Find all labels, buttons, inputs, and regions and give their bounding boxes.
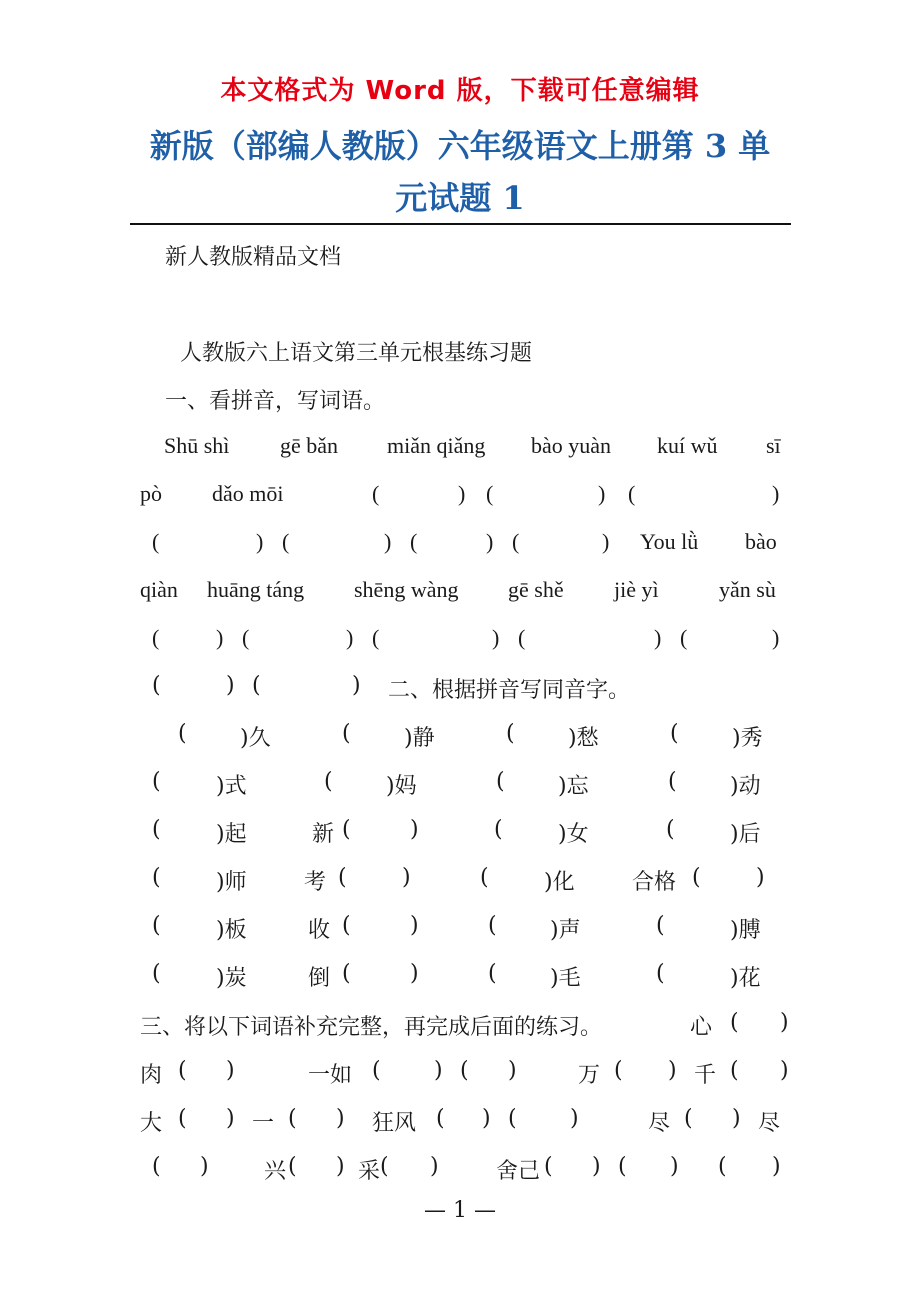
answer-bracket: )	[226, 1106, 235, 1131]
answer-bracket: (	[668, 769, 677, 794]
homophone-item: )师	[216, 870, 247, 895]
answer-bracket: (	[342, 721, 351, 746]
homophone-item: )久	[240, 726, 271, 751]
title-divider	[130, 223, 791, 225]
homophone-item: )膊	[730, 918, 761, 943]
idiom-row-3	[140, 1154, 800, 1194]
answer-bracket: (	[486, 481, 494, 506]
answer-bracket: )	[410, 913, 419, 938]
idiom-fragment: 舍己	[496, 1159, 541, 1184]
answer-bracket: (	[670, 721, 679, 746]
answer-bracket: (	[488, 913, 497, 938]
answer-bracket: (	[480, 865, 489, 890]
homophone-item: 收	[308, 918, 331, 943]
answer-bracket: )	[756, 865, 765, 890]
answer-bracket: (	[178, 1106, 187, 1131]
answer-bracket: )	[336, 1106, 345, 1131]
answer-bracket: (	[242, 625, 250, 650]
pinyin-row-2	[140, 481, 780, 521]
answer-bracket: (	[614, 1058, 623, 1083]
section-3-heading: 三、将以下词语补充完整，再完成后面的练习。	[140, 1015, 603, 1040]
idiom-fragment: 肉	[140, 1063, 163, 1088]
answer-bracket: )	[226, 673, 235, 698]
idiom-fragment: 兴	[264, 1159, 287, 1184]
answer-bracket: )	[592, 1154, 601, 1179]
answer-bracket: )	[458, 481, 466, 506]
section-2-heading: 二、根据拼音写同音字。	[388, 678, 631, 703]
homophone-item: )炭	[216, 966, 247, 991]
answer-bracket: (	[152, 961, 161, 986]
homophone-item: )板	[216, 918, 247, 943]
answer-bracket: (	[436, 1106, 445, 1131]
pinyin-word: Shū shì	[164, 433, 230, 458]
worksheet-subtitle-text: 人教版六上语文第三单元根基练习题	[180, 341, 533, 366]
answer-bracket: (	[730, 1058, 739, 1083]
pinyin-row-3	[140, 529, 780, 569]
pinyin-row-5	[140, 625, 780, 665]
answer-bracket: )	[216, 625, 224, 650]
answer-bracket: )	[772, 481, 780, 506]
section-3-row-0	[140, 1010, 800, 1050]
answer-bracket: (	[178, 1058, 187, 1083]
answer-bracket: )	[434, 1058, 443, 1083]
answer-bracket: (	[152, 529, 160, 554]
answer-bracket: )	[598, 481, 606, 506]
answer-bracket: (	[656, 913, 665, 938]
section-1-text: 一、看拼音，写词语。	[165, 389, 386, 414]
answer-bracket: )	[772, 625, 780, 650]
answer-bracket: (	[496, 769, 505, 794]
homophone-item: )忘	[558, 774, 589, 799]
idiom-fragment: 采	[358, 1159, 381, 1184]
answer-bracket: (	[692, 865, 701, 890]
answer-bracket: (	[282, 529, 290, 554]
homophone-row-5	[140, 913, 780, 953]
homophone-item: )秀	[732, 726, 763, 751]
answer-bracket: )	[780, 1010, 789, 1035]
answer-bracket: (	[460, 1058, 469, 1083]
answer-bracket: (	[628, 481, 636, 506]
section-1-heading	[165, 384, 805, 424]
homophone-row-6	[140, 961, 780, 1001]
pinyin-word: jiè yì	[614, 577, 659, 602]
answer-bracket: )	[492, 625, 500, 650]
answer-bracket: (	[680, 625, 688, 650]
answer-bracket: (	[512, 529, 520, 554]
answer-bracket: (	[666, 817, 675, 842]
idiom-fragment: 千	[694, 1063, 717, 1088]
page-number: — 1 —	[424, 1198, 496, 1223]
answer-bracket: (	[506, 721, 515, 746]
pinyin-row-1	[140, 433, 780, 473]
answer-bracket: (	[152, 817, 161, 842]
pinyin-word: bào yuàn	[531, 433, 612, 458]
answer-bracket: (	[372, 625, 380, 650]
answer-bracket: )	[668, 1058, 677, 1083]
title-line-1: 新版（部编人教版）六年级语文上册第 3 单	[149, 127, 771, 165]
answer-bracket: )	[482, 1106, 491, 1131]
homophone-item: )声	[550, 918, 581, 943]
worksheet-subtitle	[180, 336, 820, 376]
answer-bracket: )	[602, 529, 610, 554]
answer-bracket: (	[342, 913, 351, 938]
answer-bracket: (	[152, 769, 161, 794]
homophone-row-3	[140, 817, 780, 857]
homophone-item: )妈	[386, 774, 417, 799]
answer-bracket: (	[656, 961, 665, 986]
answer-bracket: )	[200, 1154, 209, 1179]
answer-bracket: (	[410, 529, 418, 554]
answer-bracket: (	[152, 865, 161, 890]
answer-bracket: (	[152, 1154, 161, 1179]
homophone-item: )后	[730, 822, 761, 847]
answer-bracket: (	[324, 769, 333, 794]
answer-bracket: (	[508, 1106, 517, 1131]
pinyin-word: miǎn qiǎng	[387, 433, 486, 458]
idiom-fragment: 一	[252, 1111, 275, 1136]
homophone-item: )毛	[550, 966, 581, 991]
answer-bracket: )	[732, 1106, 741, 1131]
doc-label-text: 新人教版精品文档	[165, 245, 342, 270]
pinyin-word: gē shě	[508, 577, 564, 602]
answer-bracket: (	[152, 625, 160, 650]
answer-bracket: (	[338, 865, 347, 890]
answer-bracket: )	[780, 1058, 789, 1083]
homophone-item: )花	[730, 966, 761, 991]
answer-bracket: )	[346, 625, 354, 650]
answer-bracket: (	[342, 961, 351, 986]
idiom-fragment: 大	[140, 1111, 163, 1136]
idiom-fragment: 狂风	[372, 1111, 417, 1136]
document-title	[120, 120, 800, 224]
idiom-fragment: 尽	[758, 1111, 781, 1136]
answer-bracket: )	[570, 1106, 579, 1131]
homophone-item: 新	[312, 822, 335, 847]
answer-bracket: (	[730, 1010, 739, 1035]
pinyin-word: kuí wǔ	[657, 433, 718, 458]
pinyin-word: yǎn sù	[719, 577, 776, 602]
homophone-item: )愁	[568, 726, 599, 751]
homophone-row-2	[140, 769, 780, 809]
homophone-item: )式	[216, 774, 247, 799]
idiom-fragment: 心	[690, 1015, 713, 1040]
homophone-item: )起	[216, 822, 247, 847]
answer-bracket: (	[178, 721, 187, 746]
answer-bracket: )	[226, 1058, 235, 1083]
pinyin-word: pò	[140, 481, 162, 506]
answer-bracket: )	[654, 625, 662, 650]
answer-bracket: (	[380, 1154, 389, 1179]
homophone-item: )动	[730, 774, 761, 799]
pinyin-word: You lǜ	[640, 529, 699, 554]
format-banner: 本文格式为 Word 版，下载可任意编辑	[220, 76, 700, 106]
idiom-fragment: 一如	[308, 1063, 353, 1088]
pinyin-row-4	[140, 577, 780, 617]
homophone-row-4	[140, 865, 780, 905]
pinyin-word: qiàn	[140, 577, 178, 602]
answer-bracket: )	[772, 1154, 781, 1179]
homophone-item: )女	[558, 822, 589, 847]
pinyin-word: gē bǎn	[280, 433, 339, 458]
answer-bracket: )	[256, 529, 264, 554]
answer-bracket: (	[718, 1154, 727, 1179]
answer-bracket: (	[684, 1106, 693, 1131]
pinyin-word: dǎo mōi	[212, 481, 284, 506]
idiom-fragment: 万	[578, 1063, 601, 1088]
pinyin-word: shēng wàng	[354, 577, 459, 602]
answer-bracket: (	[252, 673, 261, 698]
answer-bracket: )	[402, 865, 411, 890]
answer-bracket: (	[518, 625, 526, 650]
title-line-2: 元试题 1	[395, 179, 525, 217]
answer-bracket: (	[488, 961, 497, 986]
pinyin-row-6	[140, 673, 780, 713]
answer-bracket: )	[486, 529, 494, 554]
answer-bracket: )	[384, 529, 392, 554]
pinyin-word: huāng táng	[207, 577, 305, 602]
answer-bracket: )	[410, 961, 419, 986]
idiom-fragment: 尽	[648, 1111, 671, 1136]
answer-bracket: (	[152, 913, 161, 938]
answer-bracket: (	[152, 673, 161, 698]
homophone-row-1	[140, 721, 780, 761]
answer-bracket: )	[336, 1154, 345, 1179]
pinyin-word: sī	[766, 433, 781, 458]
answer-bracket: (	[288, 1106, 297, 1131]
answer-bracket: (	[618, 1154, 627, 1179]
idiom-row-1	[140, 1058, 800, 1098]
answer-bracket: (	[288, 1154, 297, 1179]
doc-label	[165, 240, 805, 280]
homophone-item: )化	[544, 870, 575, 895]
answer-bracket: )	[508, 1058, 517, 1083]
answer-bracket: )	[670, 1154, 679, 1179]
answer-bracket: (	[372, 481, 380, 506]
homophone-item: 倒	[308, 966, 331, 991]
homophone-item: 合格	[632, 870, 677, 895]
answer-bracket: (	[494, 817, 503, 842]
answer-bracket: (	[342, 817, 351, 842]
answer-bracket: )	[410, 817, 419, 842]
answer-bracket: (	[372, 1058, 381, 1083]
pinyin-word: bào	[745, 529, 777, 554]
homophone-item: 考	[304, 870, 327, 895]
homophone-item: )静	[404, 726, 435, 751]
answer-bracket: )	[352, 673, 361, 698]
answer-bracket: )	[430, 1154, 439, 1179]
idiom-row-2	[140, 1106, 800, 1146]
answer-bracket: (	[544, 1154, 553, 1179]
